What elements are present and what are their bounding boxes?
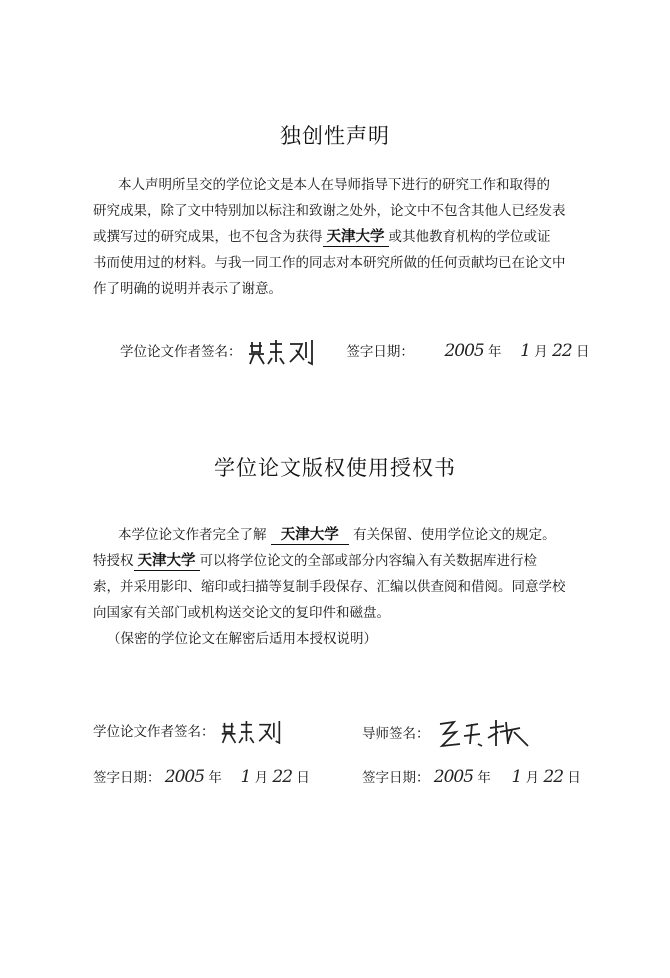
authorization-line-1-post: 有关保留、使用学位论文的规定。	[353, 527, 556, 543]
authorization-line-3: 索，并采用影印、缩印或扫描等复制手段保存、汇编以供查阅和借阅。同意学校	[93, 579, 566, 595]
authorization-date1-month: 1	[240, 767, 251, 787]
authorization-line-1	[118, 522, 563, 548]
authorization-body	[93, 522, 566, 652]
authorization-date1-year: 2005	[164, 767, 205, 787]
author-signature-icon	[219, 718, 283, 746]
advisor-signature-icon	[434, 716, 534, 752]
authorization-date2-day-unit: 日	[567, 770, 581, 786]
authorization-date2-month: 1	[511, 767, 522, 787]
authorization-author-date-row	[93, 766, 310, 787]
authorization-date2-day: 22	[543, 767, 564, 787]
authorization-advisor-signature-row	[362, 716, 534, 752]
authorization-author-signature-row	[93, 718, 283, 746]
authorization-date1-year-unit: 年	[208, 770, 222, 786]
authorization-date2-year-unit: 年	[477, 770, 491, 786]
declaration-date-day: 22	[552, 341, 572, 361]
authorization-date1-day-unit: 日	[296, 770, 310, 786]
declaration-date-year: 2005	[444, 341, 484, 361]
authorization-date-label-2: 签字日期：	[362, 770, 430, 786]
declaration-line-4: 书而使用过的材料。与我一同工作的同志对本研究所做的任何贡献均已在论文中	[93, 255, 566, 271]
authorization-line-2-pre: 特授权	[93, 553, 134, 569]
authorization-line-2-post: 可以将学位论文的全部或部分内容编入有关数据库进行检	[199, 553, 537, 569]
authorization-university-2: 天津大学	[134, 552, 200, 571]
declaration-line-5: 作了明确的说明并表示了谢意。	[93, 281, 282, 297]
authorization-university-1: 天津大学	[271, 526, 349, 545]
authorization-author-label: 学位论文作者签名：	[93, 724, 215, 740]
authorization-title: 学位论文版权使用授权书	[214, 456, 456, 480]
authorization-advisor-date-row	[362, 766, 581, 787]
declaration-signature-row	[120, 338, 590, 366]
declaration-year-unit: 年	[488, 344, 502, 360]
authorization-line-5: （保密的学位论文在解密后适用本授权说明）	[107, 631, 377, 647]
authorization-date1-month-unit: 月	[254, 770, 269, 786]
declaration-line-3-post: 或其他教育机构的学位或证	[388, 229, 551, 245]
author-signature-icon	[246, 338, 316, 366]
declaration-line-2: 研究成果，除了文中特别加以标注和致谢之处外，论文中不包含其他人已经发表	[93, 203, 566, 219]
authorization-date2-year: 2005	[433, 767, 474, 787]
authorization-advisor-label: 导师签名：	[362, 726, 430, 742]
declaration-month-unit: 月	[534, 344, 548, 360]
declaration-author-label: 学位论文作者签名：	[120, 344, 242, 360]
declaration-title: 独创性声明	[280, 124, 390, 148]
declaration-university: 天津大学	[323, 228, 389, 247]
authorization-line-1-pre: 本学位论文作者完全了解	[118, 527, 267, 543]
declaration-line-1: 本人声明所呈交的学位论文是本人在导师指导下进行的研究工作和取得的	[118, 177, 550, 193]
authorization-date2-month-unit: 月	[525, 770, 540, 786]
declaration-day-unit: 日	[576, 344, 590, 360]
declaration-date-label: 签字日期：	[346, 344, 414, 360]
authorization-date1-day: 22	[272, 767, 293, 787]
declaration-line-3-pre: 或撰写过的研究成果，也不包含为获得	[93, 229, 323, 245]
authorization-date-label-1: 签字日期：	[93, 770, 161, 786]
authorization-line-4: 向国家有关部门或机构送交论文的复印件和磁盘。	[93, 605, 390, 621]
declaration-body	[93, 172, 566, 302]
declaration-line-3	[93, 224, 558, 250]
authorization-line-2	[93, 548, 563, 574]
declaration-date-month: 1	[520, 341, 530, 361]
